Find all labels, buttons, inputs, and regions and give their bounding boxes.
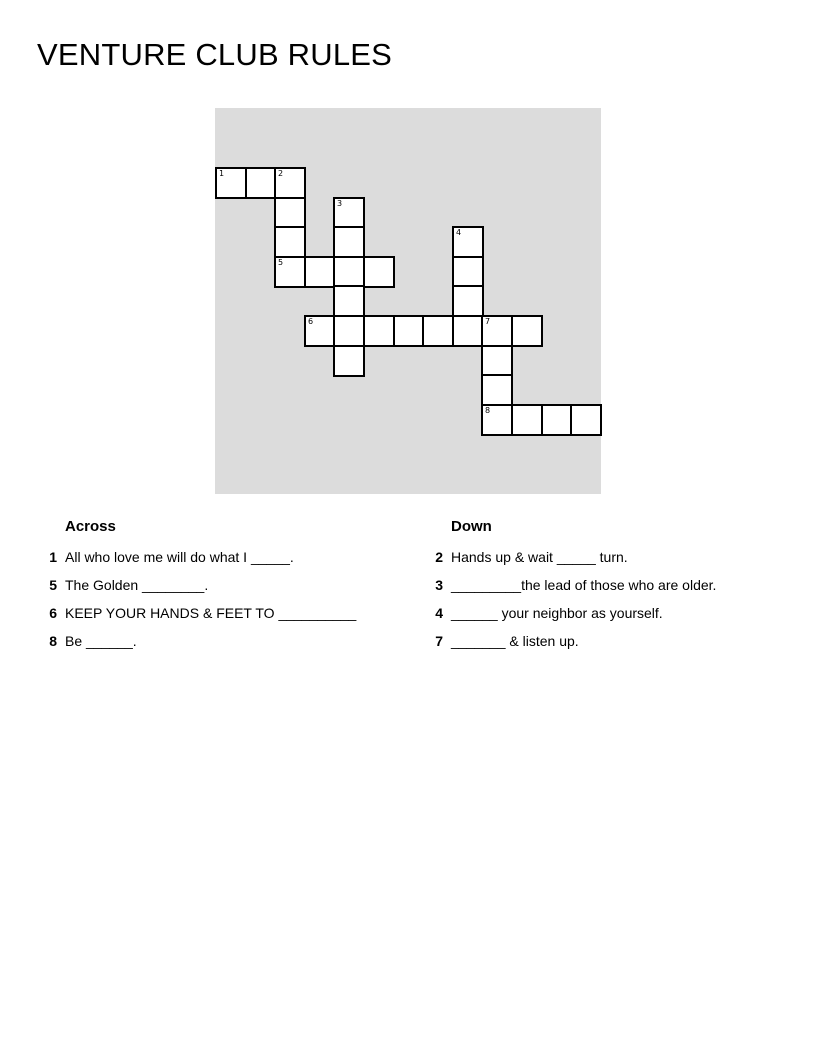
clue-text: KEEP YOUR HANDS & FEET TO __________	[65, 605, 357, 621]
clue-text: ______ your neighbor as yourself.	[451, 605, 663, 621]
grid-cell[interactable]	[363, 256, 395, 288]
clue-text: All who love me will do what I _____.	[65, 549, 294, 565]
clue-across-6	[37, 604, 356, 632]
grid-cell[interactable]	[481, 345, 513, 377]
clue-number: 5	[49, 577, 57, 593]
grid-cell[interactable]	[511, 404, 543, 436]
clue-number: 4	[435, 605, 443, 621]
grid-cell[interactable]	[333, 197, 365, 229]
clue-down-4	[423, 604, 716, 632]
cell-number: 2	[278, 169, 284, 178]
grid-cell[interactable]	[333, 285, 365, 317]
clue-across-1	[37, 548, 356, 576]
down-heading: Down	[451, 518, 492, 535]
grid-cell[interactable]	[511, 315, 543, 347]
grid-cell[interactable]	[274, 167, 306, 199]
crossword-grid	[215, 108, 601, 494]
clue-number: 1	[49, 549, 57, 565]
grid-cell[interactable]	[481, 374, 513, 406]
grid-cell[interactable]	[452, 256, 484, 288]
grid-cell[interactable]	[333, 345, 365, 377]
clue-down-3	[423, 576, 716, 604]
cell-number: 4	[456, 228, 462, 237]
grid-cell[interactable]	[541, 404, 573, 436]
clue-text: Hands up & wait _____ turn.	[451, 549, 628, 565]
grid-cell[interactable]	[363, 315, 395, 347]
across-heading: Across	[65, 518, 116, 535]
grid-cell[interactable]	[422, 315, 454, 347]
clue-down-2	[423, 548, 716, 576]
clue-text: _______ & listen up.	[451, 633, 579, 649]
clue-text: _________the lead of those who are older.	[451, 577, 717, 593]
page-title: VENTURE CLUB RULES	[37, 37, 393, 72]
clue-text: Be ______.	[65, 633, 137, 649]
cell-number: 7	[485, 317, 491, 326]
grid-cell[interactable]	[333, 315, 365, 347]
grid-cell[interactable]	[215, 167, 247, 199]
grid-cell[interactable]	[333, 226, 365, 258]
grid-cell[interactable]	[274, 197, 306, 229]
cell-number: 3	[337, 199, 343, 208]
across-clues	[37, 516, 356, 660]
grid-cell[interactable]	[274, 226, 306, 258]
cell-number: 1	[219, 169, 225, 178]
grid-cell[interactable]	[333, 256, 365, 288]
clue-across-5	[37, 576, 356, 604]
grid-cell[interactable]	[304, 315, 336, 347]
grid-cell[interactable]	[570, 404, 602, 436]
grid-cell[interactable]	[393, 315, 425, 347]
clue-number: 2	[435, 549, 443, 565]
down-clues	[423, 516, 716, 660]
grid-cell[interactable]	[481, 404, 513, 436]
grid-cell[interactable]	[452, 315, 484, 347]
clue-across-8	[37, 632, 356, 660]
cell-number: 5	[278, 258, 284, 267]
grid-cell[interactable]	[274, 256, 306, 288]
clue-down-7	[423, 632, 716, 660]
cell-number: 6	[308, 317, 314, 326]
grid-cell[interactable]	[481, 315, 513, 347]
grid-cell[interactable]	[452, 285, 484, 317]
grid-cell[interactable]	[304, 256, 336, 288]
clue-number: 7	[435, 633, 443, 649]
grid-cell[interactable]	[245, 167, 277, 199]
clue-text: The Golden ________.	[65, 577, 209, 593]
clue-number: 8	[49, 633, 57, 649]
clue-number: 6	[49, 605, 57, 621]
clue-number: 3	[435, 577, 443, 593]
cell-number: 8	[485, 406, 491, 415]
grid-cell[interactable]	[452, 226, 484, 258]
